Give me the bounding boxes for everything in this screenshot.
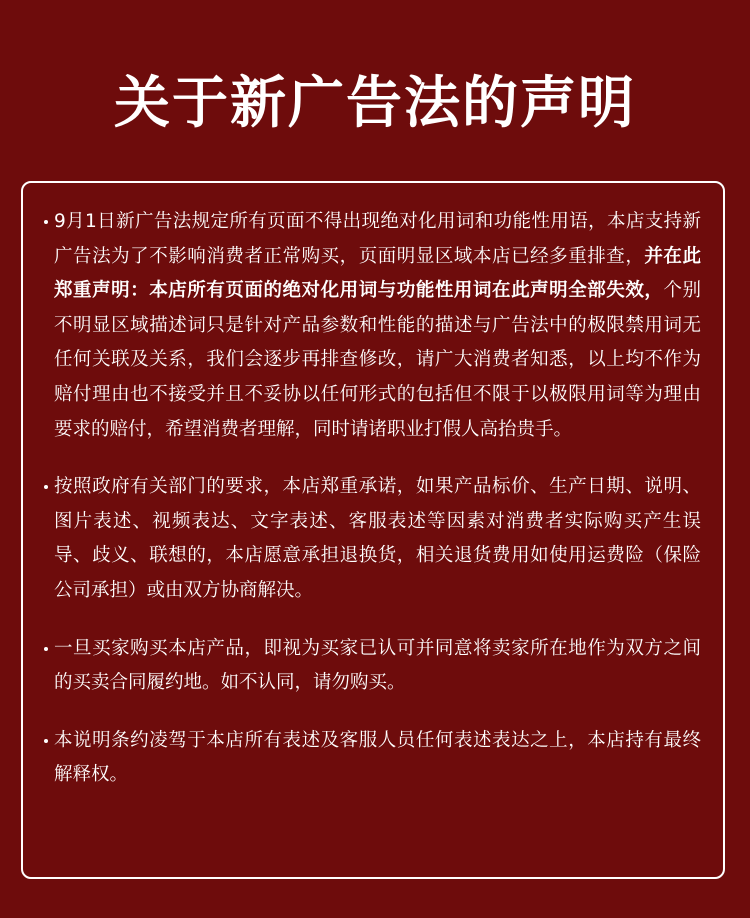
bullet-icon	[44, 739, 48, 743]
statement-item-1-text-before: 9月1日新广告法规定所有页面不得出现绝对化用词和功能性用语，本店支持新广告法为了不影响消费者正常购买，页面明显区域本店已经多重排查，	[54, 211, 701, 267]
statement-item-1-text-bold: 并在此郑重声明：本店所有页面的绝对化用词与功能性用词在此声明全部失效，	[54, 245, 701, 302]
bullet-icon	[44, 220, 48, 224]
statement-panel	[21, 181, 725, 879]
statement-item-1	[47, 205, 701, 447]
statement-item-2-text: 按照政府有关部门的要求，本店郑重承诺，如果产品标价、生产日期、说明、图片表述、视频表达、文字表述、客服表述等因素对消费者实际购买产生误导、歧义、联想的，本店愿意承担退换货，相关退货费用如使用运费险（保险公司承担）或由双方协商解决。	[54, 476, 701, 601]
statement-item-3-text: 一旦买家购买本店产品，即视为买家已认可并同意将卖家所在地作为双方之间的买卖合同履约地。如不认同，请勿购买。	[54, 637, 701, 694]
page-title: 关于新广告法的声明	[114, 71, 636, 136]
statement-item-1-text-after: 个别不明显区域描述词只是针对产品参数和性能的描述与广告法中的极限禁用词无任何关联及关系，我们会逐步再排查修改，请广大消费者知悉，以上均不作为赔付理由也不接受并且不妥协以任何形式的包括但不限于以极限用词等为理由要求的赔付，希望消费者理解，同时请诸职业打假人高抬贵手。	[54, 280, 701, 440]
statement-item-4-text: 本说明条约凌驾于本店所有表述及客服人员任何表述表达之上，本店持有最终解释权。	[54, 729, 701, 786]
statement-item-3	[47, 632, 701, 701]
bullet-icon	[44, 485, 48, 489]
statement-item-4	[47, 724, 701, 793]
bullet-icon	[44, 647, 48, 651]
statement-item-2	[47, 470, 701, 608]
